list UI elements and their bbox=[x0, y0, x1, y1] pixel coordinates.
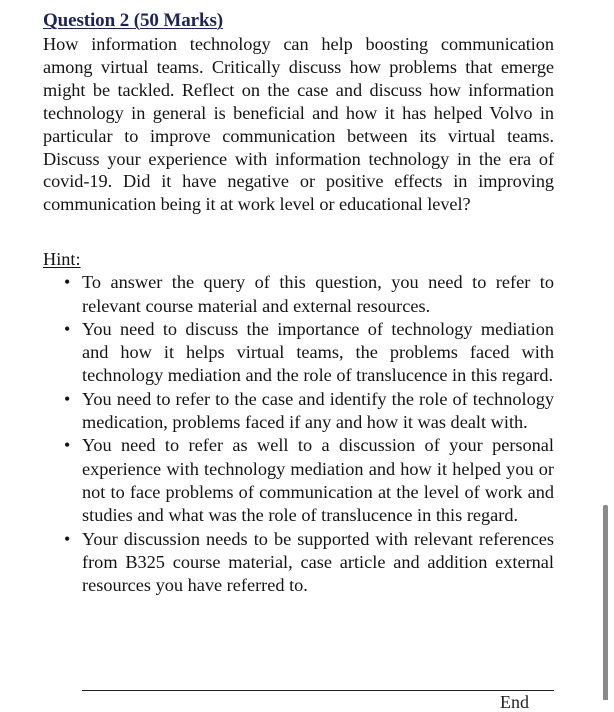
hint-item bbox=[43, 388, 554, 435]
section-divider bbox=[82, 690, 554, 691]
hint-item-text: You need to refer as well to a discussion of your personal experience with technology mediation and how it helped you or not to face problems of communication at the level of work and studies and what was the role of translucence in this regard. bbox=[82, 435, 554, 526]
bullet-icon: • bbox=[64, 318, 71, 339]
hint-item-text: You need to refer to the case and identify the role of technology medication, problems faced if any and how it was dealt with. bbox=[82, 388, 554, 433]
hint-item-text: Your discussion needs to be supported with relevant references from B325 course material, case article and addition external resources you have referred to. bbox=[82, 528, 554, 596]
question-body: How information technology can help boosting communication among virtual teams. Critically discuss how problems that emerge might be tackled. Reflect on the case and discuss how information technology in general is beneficial and how it has helped Volvo in particular to improve communication between its virtual teams. Discuss your experience with information technology in the era of covid-19. Did it have negative or positive effects in improving communication being it at work level or educational level? bbox=[43, 34, 554, 215]
document-page bbox=[43, 9, 554, 597]
question-title: Question 2 (50 Marks) bbox=[43, 10, 223, 31]
hint-item bbox=[43, 271, 554, 318]
bullet-icon: • bbox=[64, 528, 71, 549]
bullet-icon: • bbox=[64, 388, 71, 409]
bullet-icon: • bbox=[64, 435, 71, 456]
hint-item-text: You need to discuss the importance of technology mediation and how it helps virtual teams, the problems faced with technology mediation and the role of translucence in this regard. bbox=[82, 318, 554, 386]
hint-title: Hint: bbox=[43, 249, 81, 270]
vertical-scrollbar[interactable] bbox=[603, 505, 608, 700]
hint-item-text: To answer the query of this question, you need to refer to relevant course material and external resources. bbox=[82, 272, 554, 316]
hint-item bbox=[43, 318, 554, 388]
hint-item bbox=[43, 434, 554, 527]
hint-list bbox=[43, 271, 554, 597]
clipped-next-text: End bbox=[500, 692, 529, 712]
bullet-icon: • bbox=[64, 272, 71, 293]
hint-item bbox=[43, 528, 554, 598]
